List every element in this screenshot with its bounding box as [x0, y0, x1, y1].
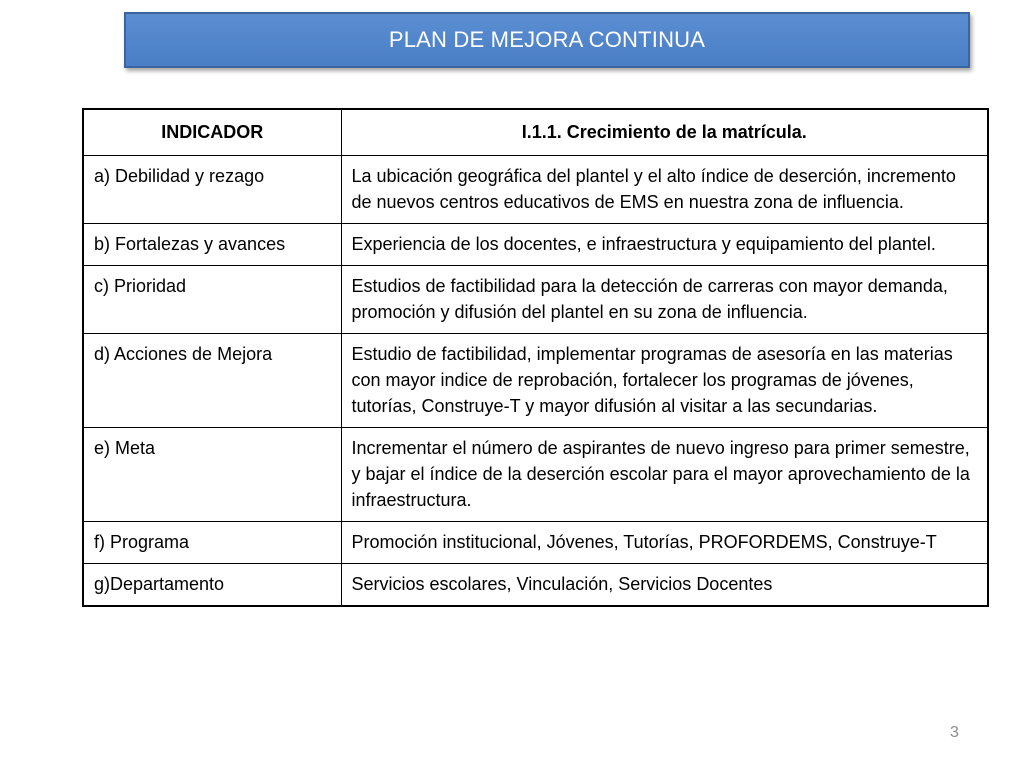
row-content: La ubicación geográfica del plantel y el alto índice de deserción, incremento de nuevos centros educativos de EMS en nuestra zona de influencia.	[341, 155, 988, 223]
indicator-table	[82, 108, 989, 607]
row-content: Promoción institucional, Jóvenes, Tutorías, PROFORDEMS, Construye-T	[341, 521, 988, 563]
table-row	[83, 265, 988, 333]
table-row	[83, 563, 988, 606]
page-title: PLAN DE MEJORA CONTINUA	[388, 27, 706, 52]
row-label: c) Prioridad	[83, 265, 341, 333]
row-content: Estudio de factibilidad, implementar programas de asesoría en las materias con mayor indice de reprobación, fortalecer los programas de jóvenes, tutorías, Construye-T y mayor difusión al visitar a las secundarias.	[341, 333, 988, 427]
row-content: Estudios de factibilidad para la detección de carreras con mayor demanda, promoción y difusión del plantel en su zona de influencia.	[341, 265, 988, 333]
row-label: b) Fortalezas y avances	[83, 223, 341, 265]
table-header-row	[83, 109, 988, 155]
row-label: a) Debilidad y rezago	[83, 155, 341, 223]
row-label: f) Programa	[83, 521, 341, 563]
row-label: e) Meta	[83, 427, 341, 521]
table-row	[83, 521, 988, 563]
table-row	[83, 223, 988, 265]
table-row	[83, 427, 988, 521]
row-label: d) Acciones de Mejora	[83, 333, 341, 427]
page-number: 3	[950, 724, 959, 741]
header-indicator-label: INDICADOR	[83, 109, 341, 155]
table-row	[83, 155, 988, 223]
row-content: Experiencia de los docentes, e infraestructura y equipamiento del plantel.	[341, 223, 988, 265]
title-banner	[124, 12, 970, 68]
table-row	[83, 333, 988, 427]
header-indicator-value: I.1.1. Crecimiento de la matrícula.	[341, 109, 988, 155]
row-label: g)Departamento	[83, 563, 341, 606]
row-content: Incrementar el número de aspirantes de nuevo ingreso para primer semestre, y bajar el índice de la deserción escolar para el mayor aprovechamiento de la infraestructura.	[341, 427, 988, 521]
row-content: Servicios escolares, Vinculación, Servicios Docentes	[341, 563, 988, 606]
